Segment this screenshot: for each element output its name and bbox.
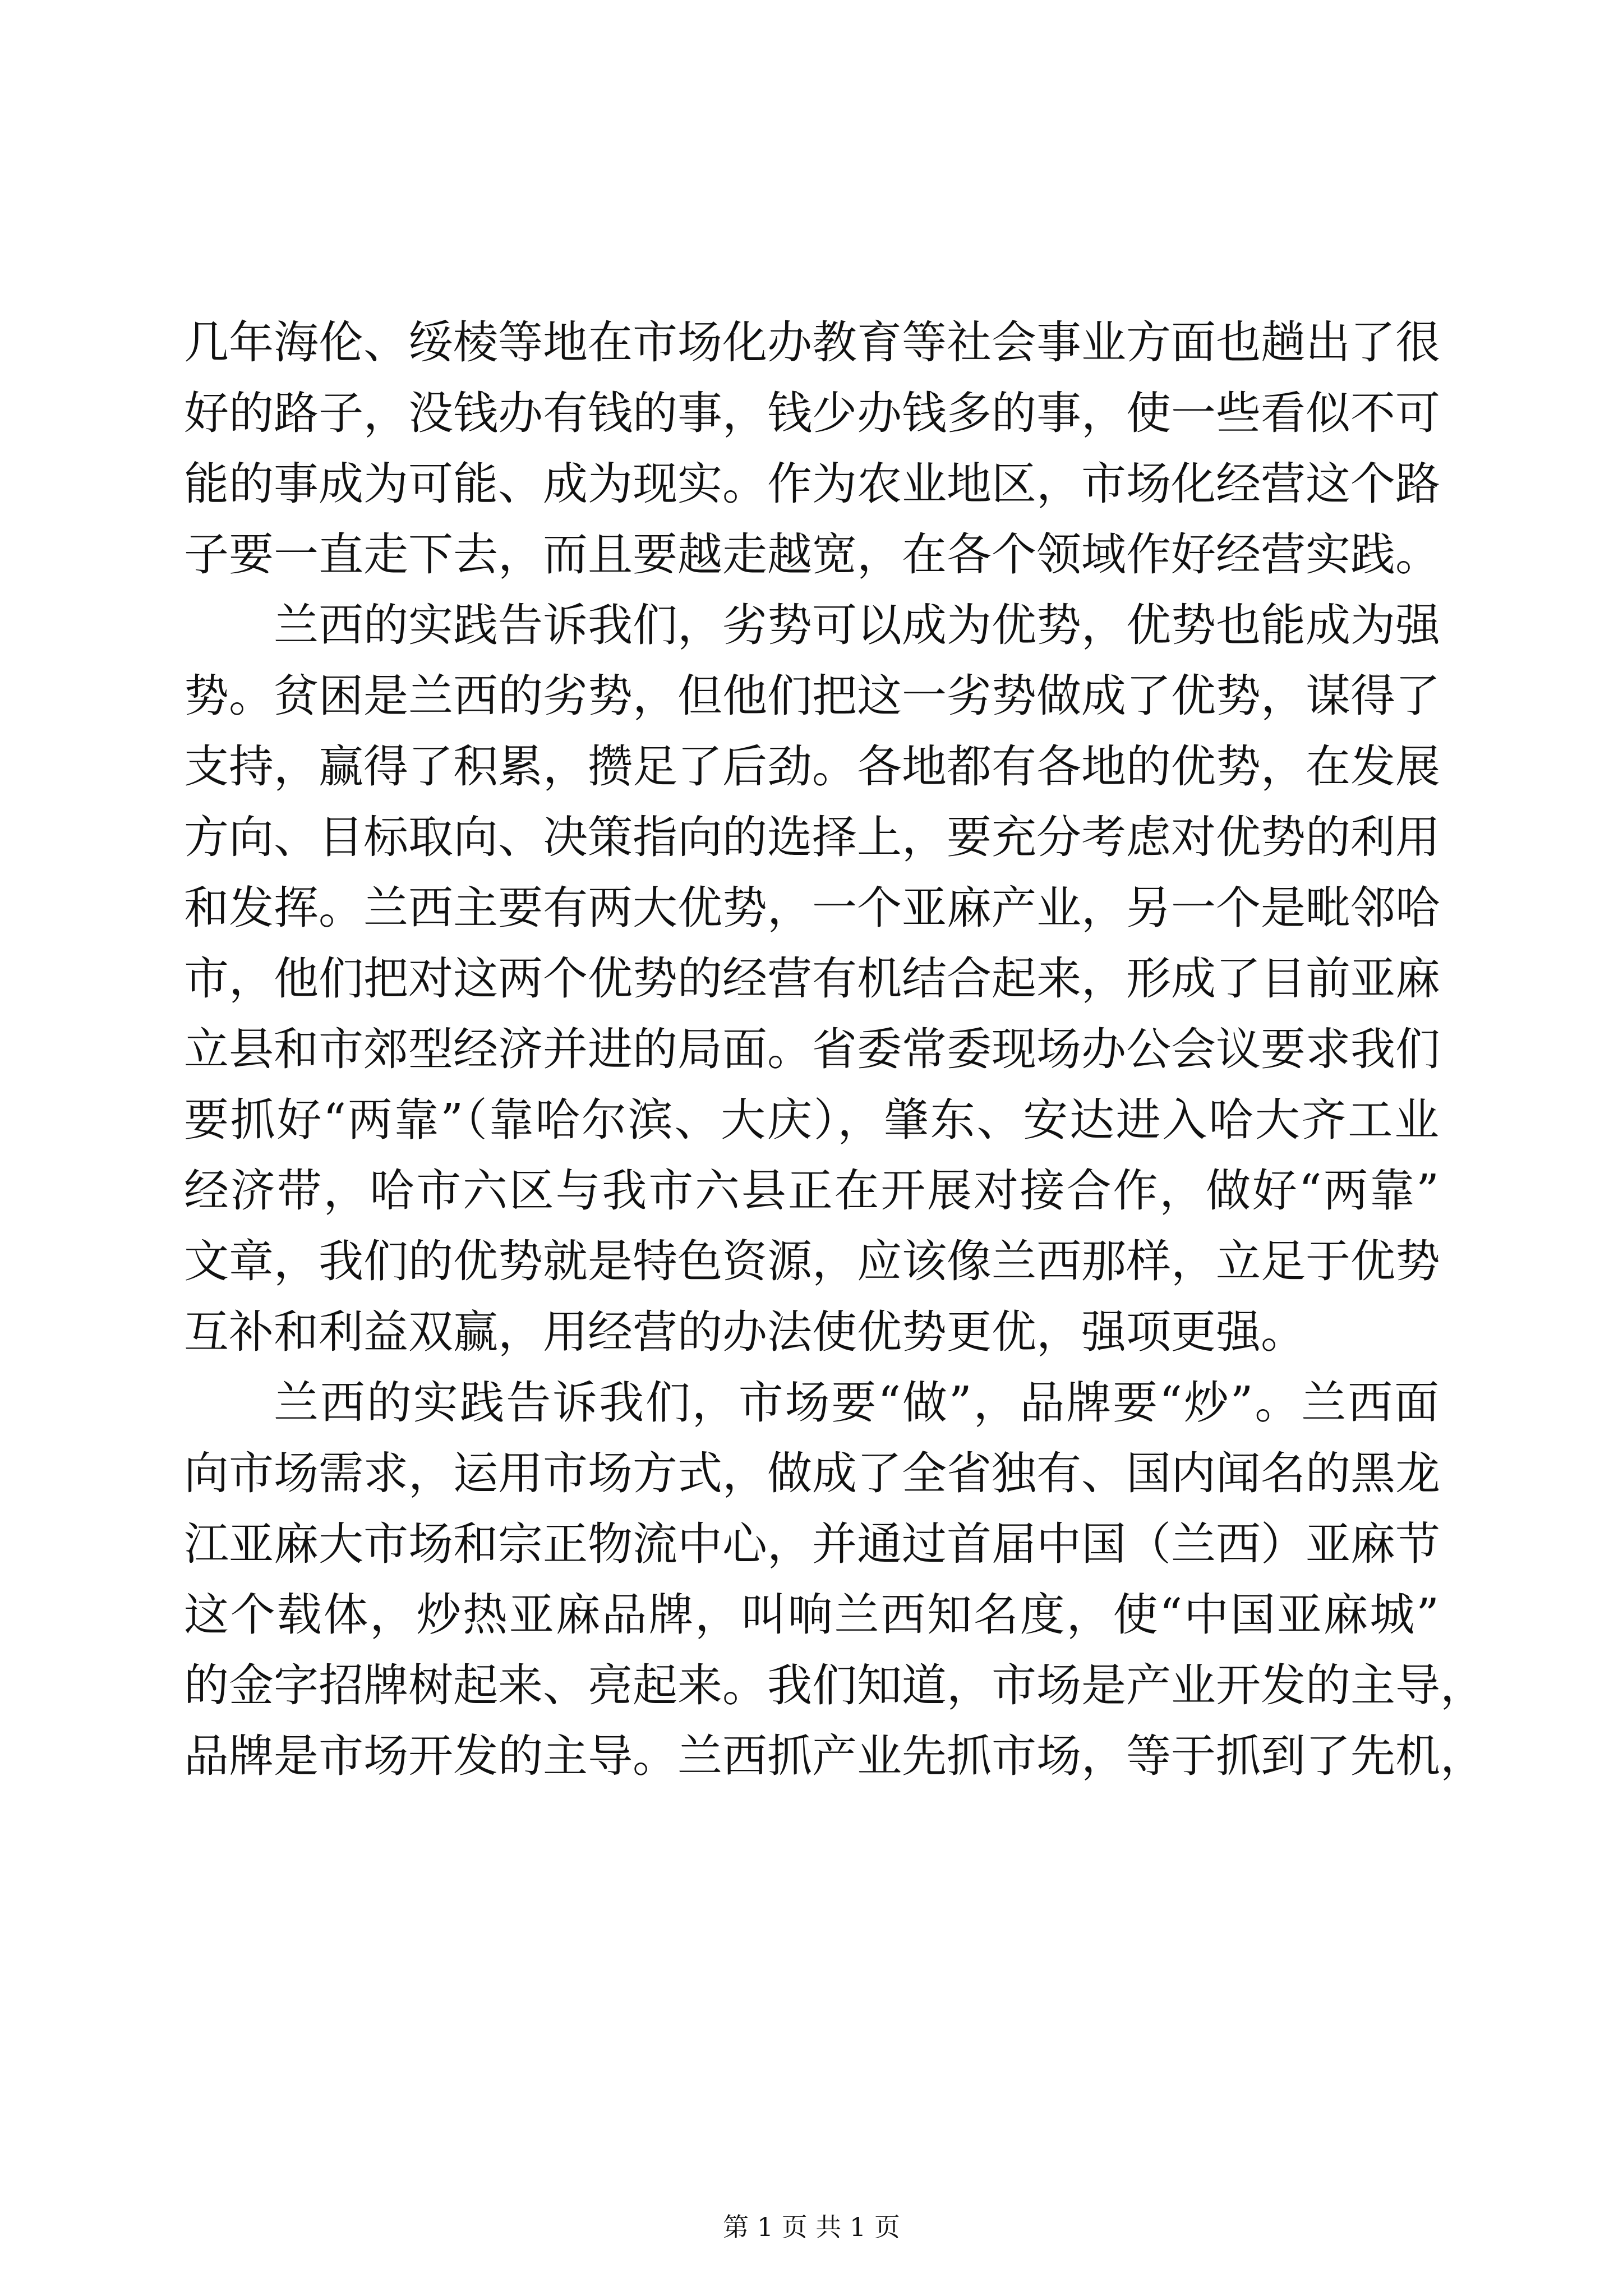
text-line: 好的路子，没钱办有钱的事，钱少办钱多的事，使一些看似不可 — [184, 387, 1440, 439]
text-line: 和发挥。兰西主要有两大优势，一个亚麻产业，另一个是毗邻哈 — [184, 882, 1440, 934]
text-line: 品牌是市场开发的主导。兰西抓产业先抓市场，等于抓到了先机， — [184, 1730, 1485, 1782]
text-line: 文章，我们的优势就是特色资源，应该像兰西那样，立足于优势 — [184, 1235, 1440, 1287]
document-body — [184, 307, 1485, 1792]
page-footer: 第 1 页 共 1 页 — [723, 2212, 900, 2242]
paragraph-3 — [184, 1368, 1485, 1792]
text-line: 兰西的实践告诉我们，市场要“做”，品牌要“炒”。兰西面 — [274, 1377, 1439, 1429]
text-line: 向市场需求，运用市场方式，做成了全省独有、国内闻名的黑龙 — [184, 1447, 1440, 1499]
text-line: 能的事成为可能、成为现实。作为农业地区，市场化经营这个路 — [184, 458, 1440, 510]
text-line: 的金字招牌树起来、亮起来。我们知道，市场是产业开发的主导， — [184, 1659, 1485, 1711]
text-line: 方向、目标取向、决策指向的选择上，要充分考虑对优势的利用 — [184, 811, 1440, 863]
paragraph-1 — [184, 307, 1439, 590]
text-line: 这个载体，炒热亚麻品牌，叫响兰西知名度，使“中国亚麻城” — [184, 1589, 1439, 1641]
text-line: 几年海伦、绥棱等地在市场化办教育等社会事业方面也趟出了很 — [184, 316, 1440, 369]
text-line: 互补和利益双赢，用经营的办法使优势更优，强项更强。 — [184, 1306, 1306, 1358]
text-line: 江亚麻大市场和宗正物流中心，并通过首届中国（兰西）亚麻节 — [184, 1518, 1440, 1570]
text-line: 立县和市郊型经济并进的局面。省委常委现场办公会议要求我们 — [184, 1023, 1440, 1075]
text-line: 经济带，哈市六区与我市六县正在开展对接合作，做好“两靠” — [184, 1165, 1439, 1217]
text-line: 子要一直走下去，而且要越走越宽，在各个领域作好经营实践。 — [184, 528, 1440, 581]
text-line: 市，他们把对这两个优势的经营有机结合起来，形成了目前亚麻 — [184, 953, 1440, 1005]
text-line: 势。贫困是兰西的劣势，但他们把这一劣势做成了优势，谋得了 — [184, 670, 1440, 722]
paragraph-2 — [184, 590, 1439, 1368]
text-line: 要抓好“两靠”（靠哈尔滨、大庆），肇东、安达进入哈大齐工业 — [184, 1094, 1439, 1146]
text-line: 支持，赢得了积累，攒足了后劲。各地都有各地的优势，在发展 — [184, 740, 1440, 793]
text-line: 兰西的实践告诉我们，劣势可以成为优势，优势也能成为强 — [274, 599, 1440, 651]
